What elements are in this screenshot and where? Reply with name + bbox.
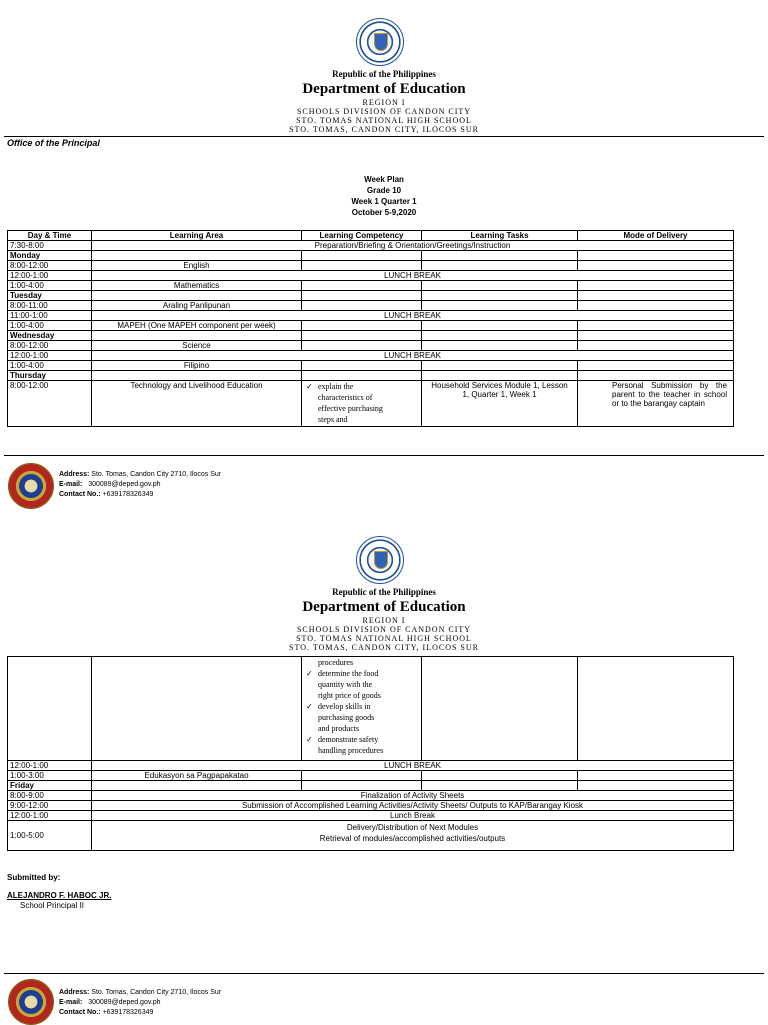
table-row: 12:00-1:00 LUNCH BREAK xyxy=(8,351,734,361)
footer-divider xyxy=(4,455,764,456)
table-row: 1:00-4:00 MAPEH (One MAPEH component per week) xyxy=(8,321,734,331)
school-address-text: STO. TOMAS, CANDON CITY, ILOCOS SUR xyxy=(289,125,479,134)
table-row: 8:00-12:00 English xyxy=(8,261,734,271)
header-learning-competency: Learning Competency xyxy=(302,231,422,241)
region-text: REGION I xyxy=(362,98,406,107)
competency-cell: ✓ explain the characteristics of effective purchasing steps and xyxy=(302,381,422,427)
week-plan-table xyxy=(7,230,734,427)
table-row: 1:00-3:00 Edukasyon sa Pagpapakatao xyxy=(8,771,734,781)
header-learning-tasks: Learning Tasks xyxy=(422,231,578,241)
submitted-by-label: Submitted by: xyxy=(7,873,61,882)
table-row: 1:00-5:00 Delivery/Distribution of Next Modules Retrieval of modules/accomplished activities/outputs xyxy=(8,821,734,851)
department-title: Department of Education xyxy=(302,599,466,615)
table-row: 12:00-1:00 LUNCH BREAK xyxy=(8,761,734,771)
footer-divider xyxy=(4,973,764,974)
table-row: 1:00-4:00 Mathematics xyxy=(8,281,734,291)
table-row: Friday xyxy=(8,781,734,791)
table-row: 8:00-9:00 Finalization of Activity Sheets xyxy=(8,791,734,801)
table-row: Wednesday xyxy=(8,331,734,341)
table-row: 8:00-11:00 Araling Panlipunan xyxy=(8,301,734,311)
table-row: 1:00-4:00 Filipino xyxy=(8,361,734,371)
footer-contact: Address: Sto. Tomas, Candon City 2710, Ilocos Sur E-mail: 300089@deped.gov.ph Contact No.: +639178326349 xyxy=(59,989,222,1016)
school-address-text: STO. TOMAS, CANDON CITY, ILOCOS SUR xyxy=(289,643,479,652)
header-mode-of-delivery: Mode of Delivery xyxy=(578,231,734,241)
plan-grade: Grade 10 xyxy=(366,186,402,195)
deped-seal-icon xyxy=(356,18,404,66)
competency-cell: procedures ✓ determine the food quantity with the right price of goods ✓ develop skills in purchasing goods and products ✓ demonstrate safety handling procedures xyxy=(302,657,422,761)
department-title: Department of Education xyxy=(302,81,466,97)
table-row: Thursday xyxy=(8,371,734,381)
table-header-row xyxy=(8,231,734,241)
table-row: 9:00-12:00 Submission of Accomplished Learning Activities/Activity Sheets/ Outputs to KAP/Barangay Kiosk xyxy=(8,801,734,811)
header-day-time: Day & Time xyxy=(8,231,92,241)
school-logo-icon xyxy=(8,463,54,509)
republic-text: Republic of the Philippines xyxy=(332,69,436,79)
table-row: 11:00-1:00 LUNCH BREAK xyxy=(8,311,734,321)
school-logo-icon xyxy=(8,979,54,1025)
plan-dates: October 5-9,2020 xyxy=(351,208,417,217)
table-row xyxy=(8,657,734,761)
table-row: 8:00-12:00 Technology and Livelihood Education ✓ explain the characteristics of effective purchasing steps and Household Services Module 1, Lesson 1, Quarter 1, Week 1 Personal Submission by the parent to the teacher in school or to the barangay captain xyxy=(8,381,734,427)
table-row: 7:30-8:00 Preparation/Briefing & Orientation/Greetings/Instruction xyxy=(8,241,734,251)
school-text: STO. TOMAS NATIONAL HIGH SCHOOL xyxy=(296,634,472,643)
region-text: REGION I xyxy=(362,616,406,625)
footer-contact: Address: Sto. Tomas, Candon City 2710, Ilocos Sur E-mail: 300089@deped.gov.ph Contact No.: +639178326349 xyxy=(59,471,222,498)
office-label: Office of the Principal xyxy=(7,138,100,148)
table-row: 8:00-12:00 Science xyxy=(8,341,734,351)
week-plan-table-continued xyxy=(7,656,734,851)
principal-name: ALEJANDRO F. HABOC JR. xyxy=(7,891,112,900)
header-learning-area: Learning Area xyxy=(92,231,302,241)
header-divider xyxy=(4,136,764,137)
table-row: Monday xyxy=(8,251,734,261)
school-text: STO. TOMAS NATIONAL HIGH SCHOOL xyxy=(296,116,472,125)
table-row: 12:00-1:00 Lunch Break xyxy=(8,811,734,821)
deped-seal-icon xyxy=(356,536,404,584)
division-text: SCHOOLS DIVISION OF CANDON CITY xyxy=(296,625,472,634)
republic-text: Republic of the Philippines xyxy=(332,587,436,597)
principal-position: School Principal II xyxy=(20,901,85,910)
plan-week: Week 1 Quarter 1 xyxy=(351,197,417,206)
table-row: 12:00-1:00 LUNCH BREAK xyxy=(8,271,734,281)
table-row: Tuesday xyxy=(8,291,734,301)
plan-title: Week Plan xyxy=(364,175,404,184)
division-text: SCHOOLS DIVISION OF CANDON CITY xyxy=(296,107,472,116)
